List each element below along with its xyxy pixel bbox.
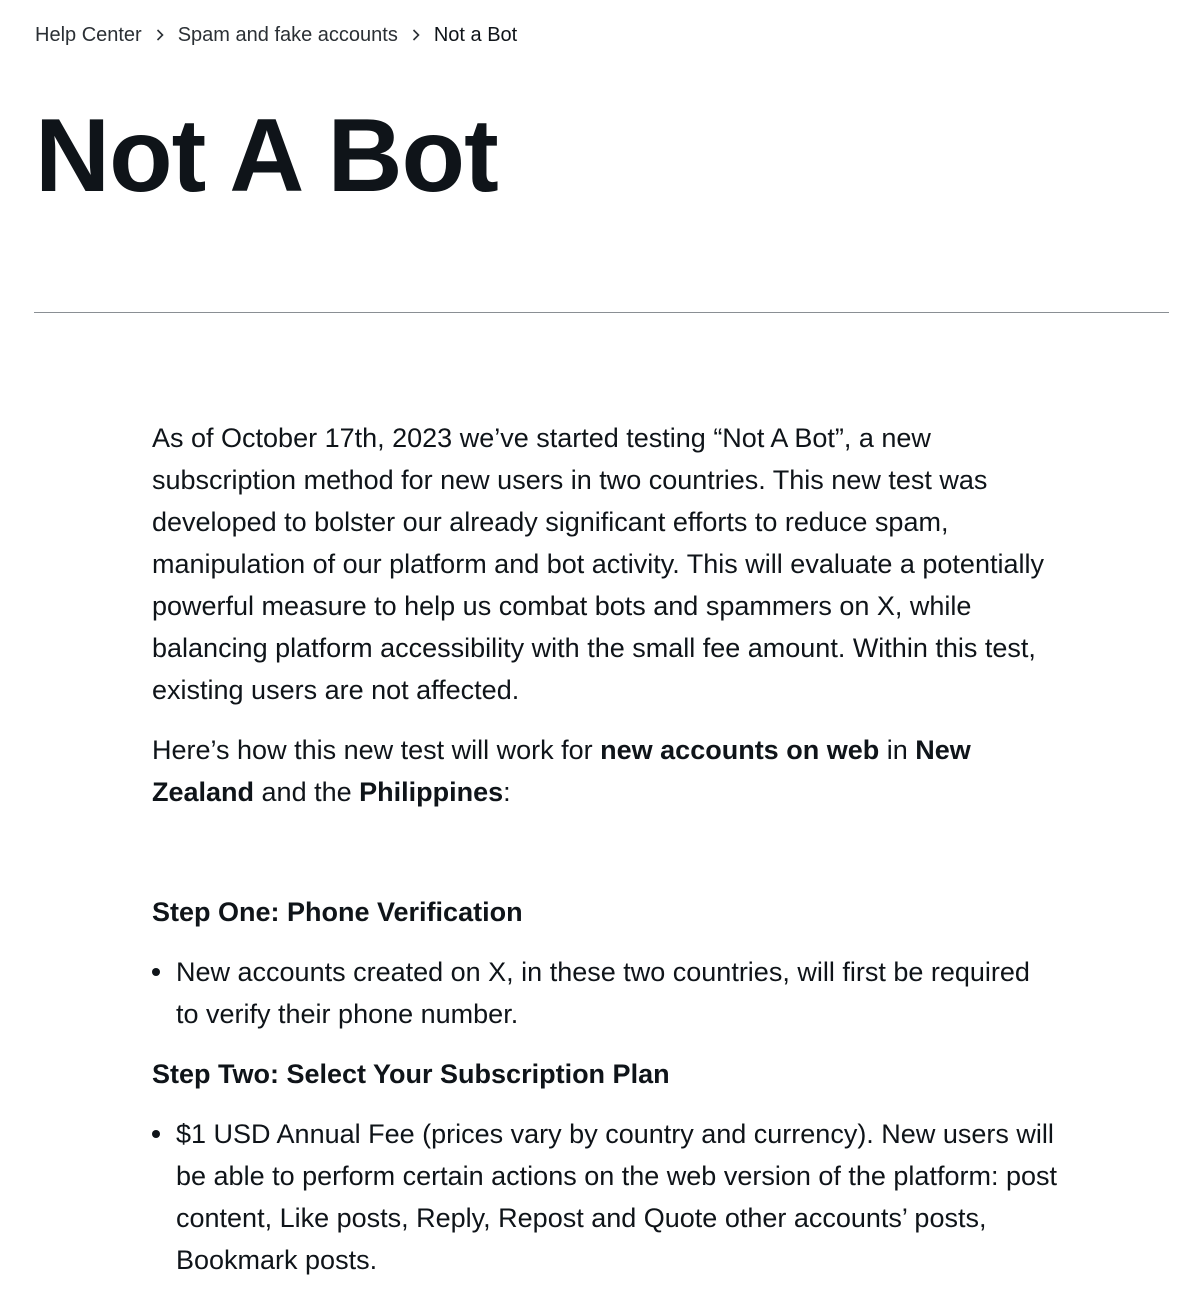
divider: [34, 312, 1169, 313]
breadcrumb-current: Not a Bot: [433, 24, 518, 46]
list-item: [176, 1113, 1057, 1281]
how-it-works-text-2: in: [879, 735, 916, 765]
list-item-text: $1 USD Annual Fee (prices vary by country and currency). New users will be able to perform certain actions on the web version of the platform: post content, Like posts, Reply, Repost and Quote other accounts’ posts, Bookmark posts.: [176, 1119, 1057, 1275]
how-it-works-text-4: :: [503, 777, 511, 807]
chevron-right-icon: [398, 22, 434, 48]
article-body: [152, 417, 1057, 1281]
breadcrumb-link-help-center[interactable]: Help Center: [35, 24, 142, 46]
breadcrumb-link-spam-and-fake-accounts[interactable]: Spam and fake accounts: [177, 24, 398, 46]
how-it-works-text-1: Here’s how this new test will work for: [152, 735, 601, 765]
step-two-list: [152, 1113, 1057, 1281]
bold-new-zealand: New Zealand: [152, 735, 971, 807]
how-it-works-paragraph: [152, 729, 1057, 813]
intro-paragraph: As of October 17th, 2023 we’ve started testing “Not A Bot”, a new subscription method for new users in two countries. This new test was developed to bolster our already significant efforts to reduce spam, manipulation of our platform and bot activity. This will evaluate a potentially powerful measure to help us combat bots and spammers on X, while balancing platform accessibility with the small fee amount. Within this test, existing users are not affected.: [152, 423, 1044, 705]
bold-new-accounts-on-web: new accounts on web: [600, 735, 880, 765]
step-two-heading: Step Two: Select Your Subscription Plan: [152, 1059, 670, 1089]
bullet-icon: [152, 1130, 160, 1138]
page-title: Not A Bot: [35, 98, 498, 214]
bold-philippines: Philippines: [359, 777, 504, 807]
breadcrumb: [35, 22, 517, 48]
chevron-right-icon: [142, 22, 178, 48]
step-one-heading: Step One: Phone Verification: [152, 897, 523, 927]
how-it-works-text-3: and the: [254, 777, 360, 807]
list-item: [176, 951, 1057, 1035]
bullet-icon: [152, 968, 160, 976]
step-one-list: [152, 951, 1057, 1035]
list-item-text: New accounts created on X, in these two countries, will first be required to verify their phone number.: [176, 957, 1030, 1029]
